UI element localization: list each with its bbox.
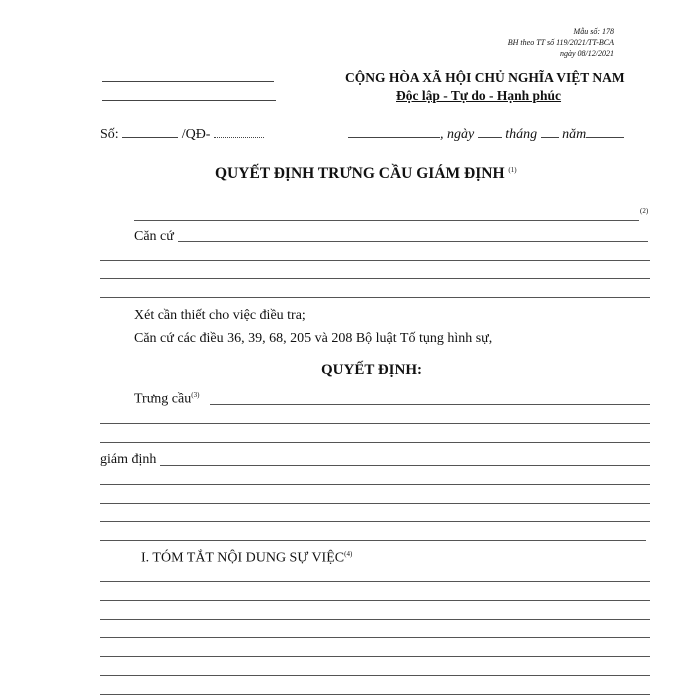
summary-line-3[interactable] bbox=[100, 619, 650, 620]
qd-blank[interactable] bbox=[214, 137, 264, 138]
motto: Độc lập - Tự do - Hạnh phúc bbox=[396, 88, 562, 103]
ngay-label: , ngày bbox=[440, 127, 475, 142]
authority-note: (2) bbox=[640, 207, 649, 215]
date-line bbox=[348, 127, 624, 143]
trung-cau-label bbox=[134, 391, 199, 408]
trung-cau-note: (3) bbox=[191, 391, 200, 399]
number-line bbox=[100, 127, 264, 143]
trung-cau-line-2[interactable] bbox=[100, 423, 650, 424]
summary-line-1[interactable] bbox=[100, 581, 650, 582]
trung-cau-line-3[interactable] bbox=[100, 442, 650, 443]
giam-dinh-label: giám định bbox=[100, 452, 157, 467]
month-blank[interactable] bbox=[541, 137, 559, 138]
summary-line-7[interactable] bbox=[100, 694, 650, 695]
giam-dinh-line-4[interactable] bbox=[100, 521, 650, 522]
giam-dinh-line-5[interactable] bbox=[100, 540, 646, 541]
summary-line-5[interactable] bbox=[100, 656, 650, 657]
so-label: Số: bbox=[100, 127, 119, 142]
qd-label: /QĐ- bbox=[181, 127, 211, 142]
trung-cau-text: Trưng cầu bbox=[134, 391, 192, 407]
nam-label: năm bbox=[562, 127, 587, 142]
can-cu-label: Căn cứ bbox=[134, 229, 174, 244]
year-blank[interactable] bbox=[586, 137, 624, 138]
section-1-heading bbox=[141, 550, 352, 567]
so-blank[interactable] bbox=[122, 137, 178, 138]
summary-line-4[interactable] bbox=[100, 637, 650, 638]
form-code-line-2: BH theo TT số 119/2021/TT-BCA bbox=[507, 38, 614, 47]
summary-line-2[interactable] bbox=[100, 600, 650, 601]
authority-line[interactable] bbox=[134, 220, 639, 221]
giam-dinh-line-3[interactable] bbox=[100, 503, 650, 504]
section-1-text: I. TÓM TẮT NỘI DUNG SỰ VIỆC bbox=[141, 550, 345, 566]
summary-line-6[interactable] bbox=[100, 675, 650, 676]
can-cu-line-2[interactable] bbox=[100, 260, 650, 261]
day-blank[interactable] bbox=[478, 137, 502, 138]
title-note: (1) bbox=[508, 165, 517, 174]
trung-cau-line-1[interactable] bbox=[210, 404, 650, 405]
thang-label: tháng bbox=[505, 127, 538, 142]
document-title bbox=[215, 165, 517, 183]
section-1-note: (4) bbox=[344, 550, 353, 558]
agency-line-2[interactable] bbox=[102, 100, 276, 101]
giam-dinh-line-1[interactable] bbox=[160, 465, 650, 466]
can-cu-line-4[interactable] bbox=[100, 297, 650, 298]
can-cu-line-1[interactable] bbox=[178, 241, 648, 242]
decision-heading: QUYẾT ĐỊNH: bbox=[321, 362, 422, 378]
giam-dinh-line-2[interactable] bbox=[100, 484, 650, 485]
form-code-line-1: Mẫu số: 178 bbox=[573, 27, 614, 36]
title-text: QUYẾT ĐỊNH TRƯNG CẦU GIÁM ĐỊNH bbox=[215, 165, 505, 182]
can-cu-dieu: Căn cứ các điều 36, 39, 68, 205 và 208 Bộ luật Tố tụng hình sự, bbox=[134, 331, 493, 346]
agency-line-1[interactable] bbox=[102, 81, 274, 82]
can-cu-line-3[interactable] bbox=[100, 278, 650, 279]
form-code bbox=[508, 26, 614, 59]
place-blank[interactable] bbox=[348, 137, 440, 138]
xet-can-thiet: Xét cần thiết cho việc điều tra; bbox=[134, 308, 306, 323]
form-code-line-3: ngày 08/12/2021 bbox=[560, 49, 614, 58]
country-name: CỘNG HÒA XÃ HỘI CHỦ NGHĨA VIỆT NAM bbox=[345, 70, 625, 85]
